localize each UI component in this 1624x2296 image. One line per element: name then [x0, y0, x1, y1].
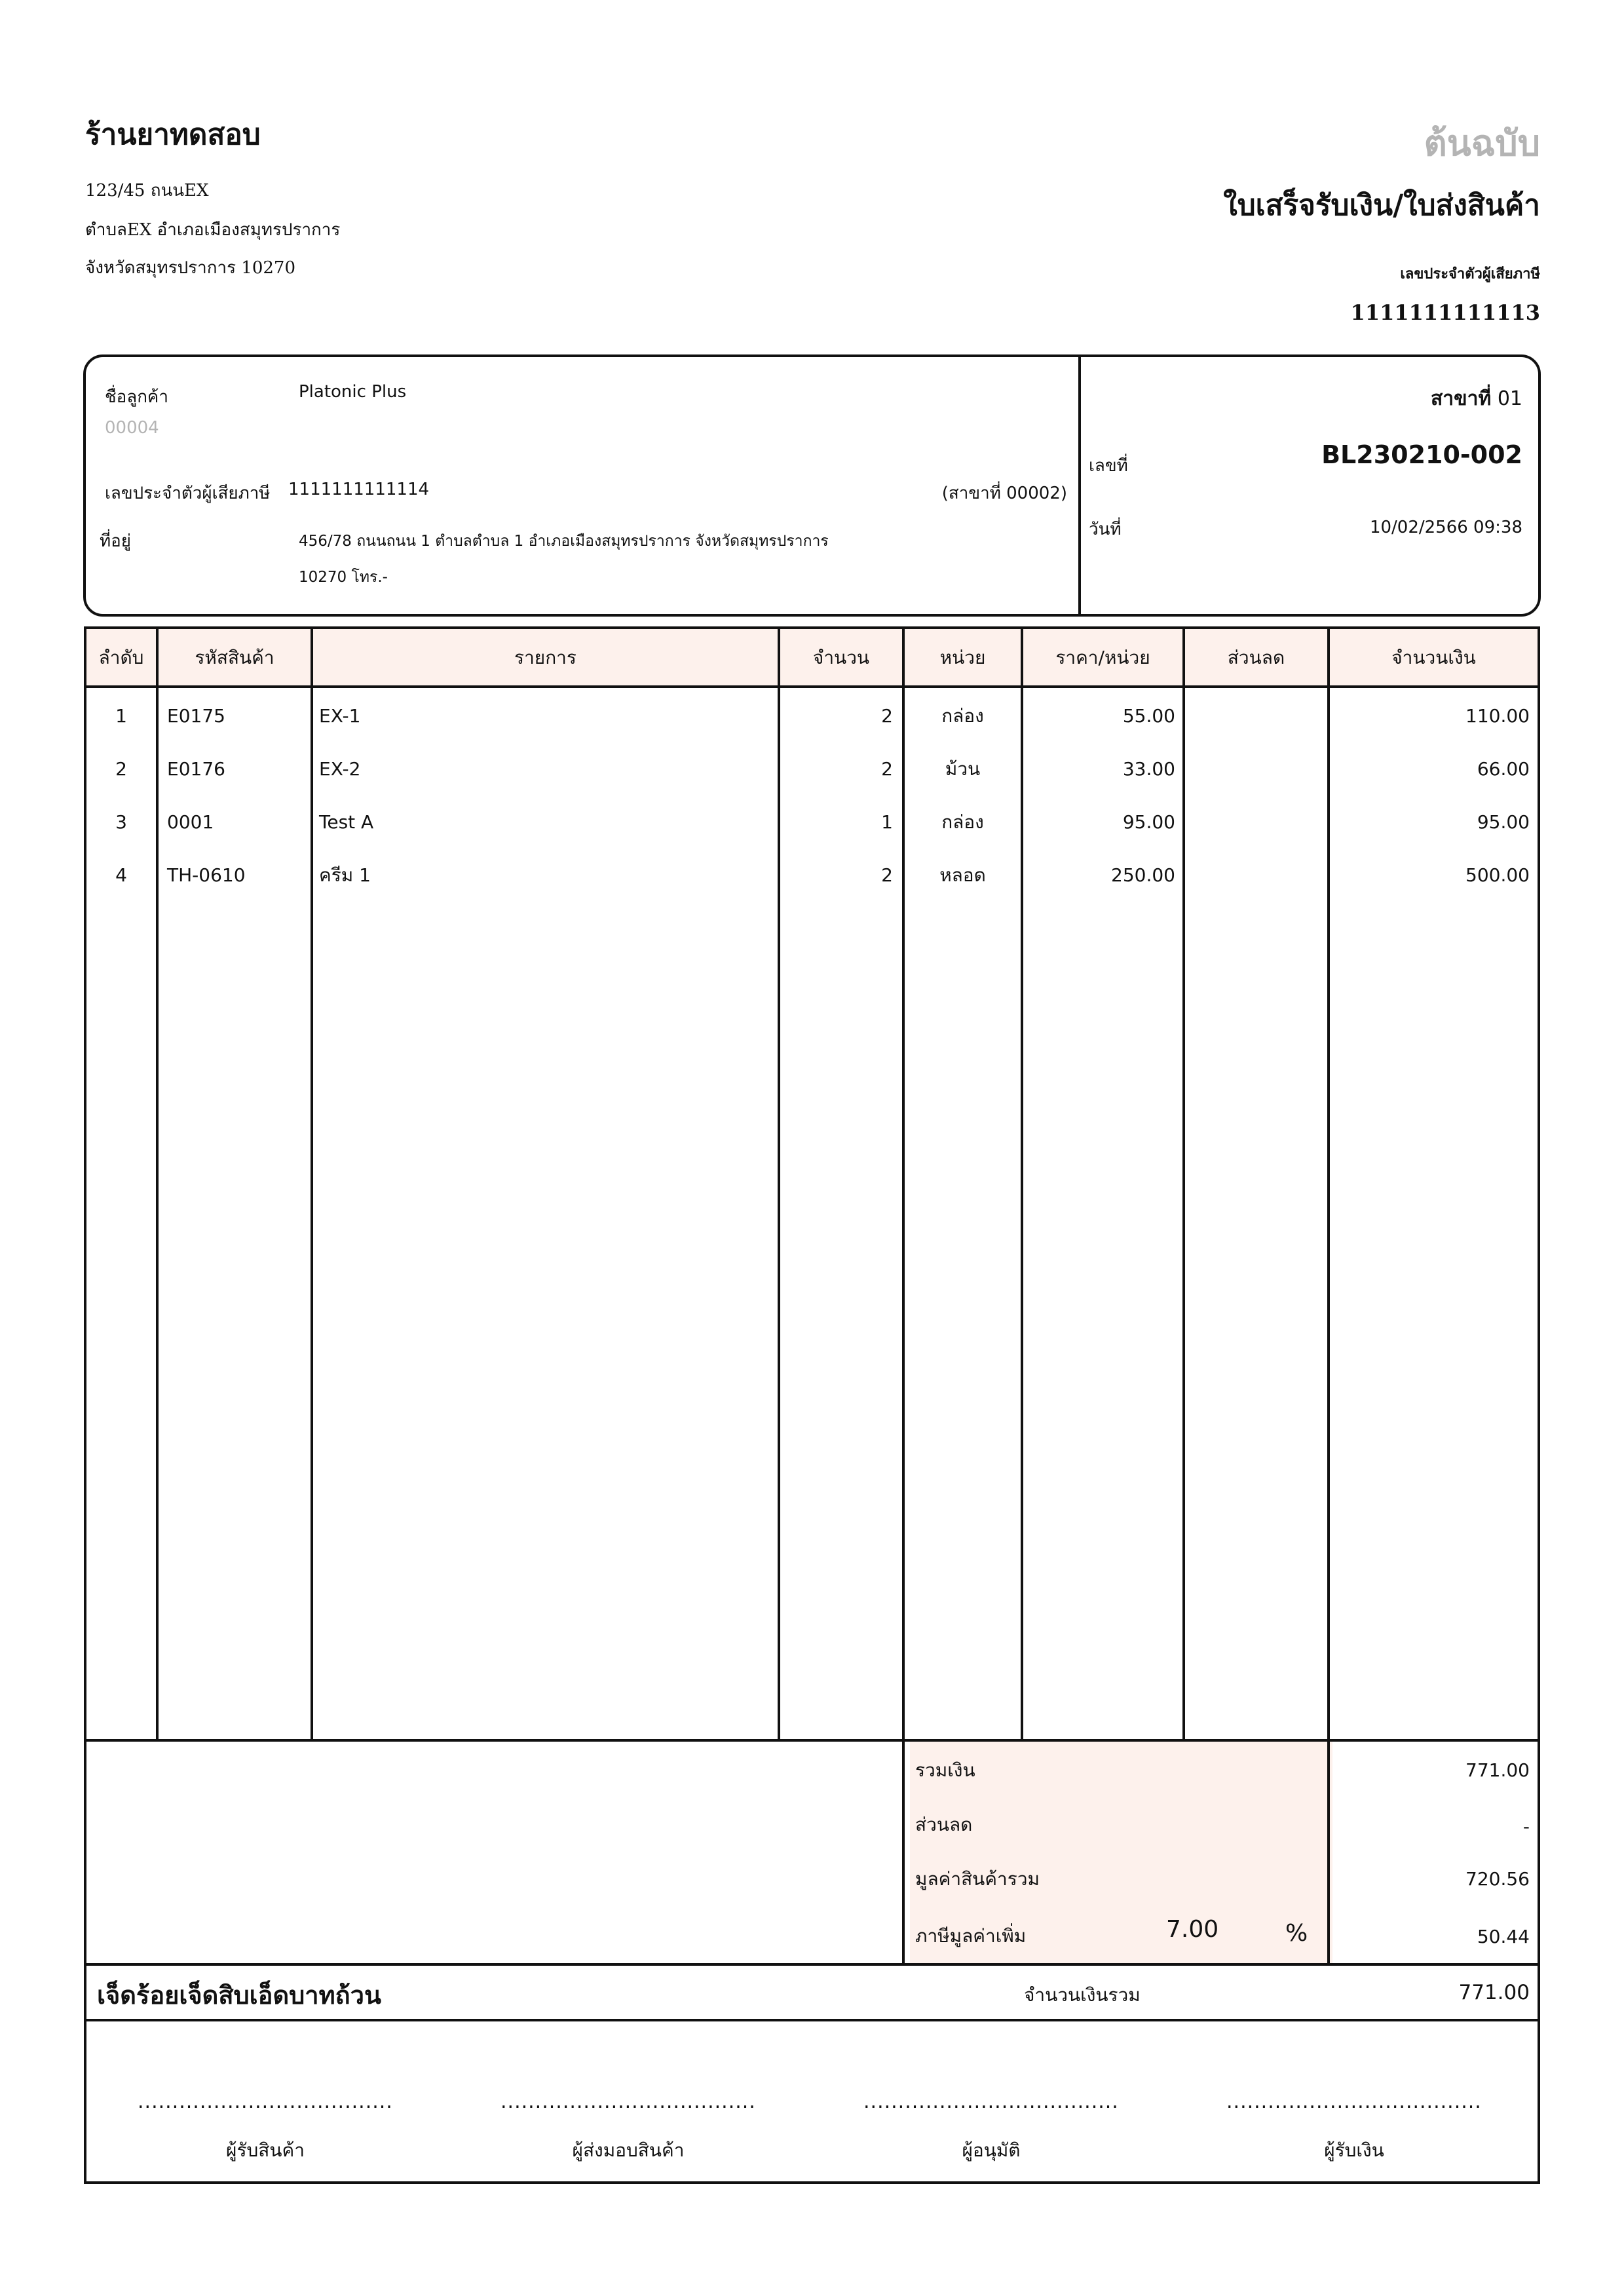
customer-address-line-1: 456/78 ถนนถนน 1 ตำบลตำบล 1 อำเภอเมืองสมุทรปราการ จังหวัดสมุทรปราการ — [299, 533, 829, 550]
customer-branch: (สาขาที่ 00002) — [941, 484, 1067, 503]
discount-label: ส่วนลด — [915, 1814, 973, 1835]
document-title: ใบเสร็จรับเงิน/ใบส่งสินค้า — [1223, 189, 1540, 222]
header-discount: ส่วนลด — [1227, 647, 1285, 668]
signature-label-payee: ผู้รับเงิน — [1324, 2139, 1384, 2161]
customer-tax-id: 1111111111114 — [288, 480, 430, 499]
row-unit: ม้วน — [945, 758, 981, 780]
doc-branch — [1431, 383, 1522, 414]
row-no: 3 — [115, 811, 127, 833]
row-discount — [1185, 862, 1319, 889]
row-amount: 110.00 — [1465, 705, 1530, 727]
shop-tax-id-label: เลขประจำตัวผู้เสียภาษี — [1400, 265, 1540, 282]
signature-line-receiver: ..................................... — [138, 2090, 393, 2113]
row-amount: 66.00 — [1477, 758, 1530, 780]
row-unit: กล่อง — [941, 811, 984, 833]
customer-box-divider — [1078, 354, 1081, 617]
doc-date-label: วันที่ — [1089, 520, 1122, 539]
net-value-label: มูลค่าสินค้ารวม — [915, 1868, 1040, 1890]
signature-line-approver: ..................................... — [863, 2090, 1119, 2113]
header-code: รหัสสินค้า — [195, 647, 274, 668]
vat-value: 50.44 — [1477, 1926, 1530, 1947]
row-item: Test A — [319, 811, 374, 833]
row-amount: 500.00 — [1465, 864, 1530, 886]
total-value: 771.00 — [1458, 1981, 1530, 2004]
signature-line-payee: ..................................... — [1226, 2090, 1482, 2113]
subtotal-value: 771.00 — [1465, 1759, 1530, 1781]
total-label: จำนวนเงินรวม — [1024, 1984, 1141, 2006]
summary-bottom-rule — [84, 1963, 1540, 1966]
discount-value: - — [1522, 1816, 1530, 1837]
row-discount — [1185, 756, 1319, 782]
shop-address-line-1: 123/45 ถนนEX — [85, 181, 209, 201]
signature-label-deliverer: ผู้ส่งมอบสินค้า — [572, 2139, 685, 2161]
row-item: EX-2 — [319, 758, 361, 780]
subtotal-label: รวมเงิน — [915, 1759, 975, 1781]
row-no: 1 — [115, 705, 127, 727]
signature-label-receiver: ผู้รับสินค้า — [226, 2139, 305, 2161]
items-bottom-rule — [84, 1739, 1540, 1742]
row-qty: 1 — [881, 811, 893, 833]
row-qty: 2 — [881, 705, 893, 727]
row-amount: 95.00 — [1477, 811, 1530, 833]
row-code: E0176 — [167, 758, 225, 780]
total-bottom-rule — [84, 2019, 1540, 2021]
row-item: ครีม 1 — [319, 864, 371, 886]
row-code: TH-0610 — [167, 864, 246, 886]
customer-address-line-2: 10270 โทร.- — [299, 569, 388, 586]
row-no: 2 — [115, 758, 127, 780]
row-price: 95.00 — [1122, 811, 1175, 833]
shop-address-line-3: จังหวัดสมุทรปราการ 10270 — [85, 258, 296, 278]
signature-label-approver: ผู้อนุมัติ — [962, 2139, 1021, 2161]
vat-label: ภาษีมูลค่าเพิ่ม — [915, 1925, 1027, 1947]
row-code: E0175 — [167, 705, 225, 727]
signature-line-deliverer: ..................................... — [500, 2090, 756, 2113]
header-item: รายการ — [514, 647, 576, 668]
vat-rate: 7.00 — [1166, 1916, 1219, 1943]
row-qty: 2 — [881, 864, 893, 886]
customer-name: Platonic Plus — [299, 382, 407, 402]
doc-number: BL230210-002 — [1321, 440, 1522, 469]
header-no: ลำดับ — [98, 647, 144, 668]
row-code: 0001 — [167, 811, 214, 833]
header-qty: จำนวน — [812, 647, 870, 668]
net-value: 720.56 — [1465, 1868, 1530, 1890]
doc-date: 10/02/2566 09:38 — [1369, 518, 1522, 537]
doc-branch-label: สาขาที่ — [1430, 387, 1492, 410]
row-item: EX-1 — [319, 705, 361, 727]
customer-address-label: ที่อยู่ — [100, 531, 131, 551]
row-price: 55.00 — [1122, 705, 1175, 727]
row-unit: กล่อง — [941, 705, 984, 727]
shop-address-line-2: ตำบลEX อำเภอเมืองสมุทรปราการ — [85, 220, 341, 240]
col-sep-6 — [1182, 626, 1185, 1742]
vat-percent-sign: % — [1285, 1920, 1308, 1947]
copy-label: ต้นฉบับ — [1424, 122, 1540, 164]
col-sep-5 — [1021, 626, 1023, 1742]
row-price: 250.00 — [1111, 864, 1175, 886]
row-no: 4 — [115, 864, 127, 886]
header-unit: หน่วย — [939, 647, 986, 668]
customer-code: 00004 — [105, 418, 159, 438]
customer-tax-id-label: เลขประจำตัวผู้เสียภาษี — [105, 484, 271, 503]
row-qty: 2 — [881, 758, 893, 780]
header-price: ราคา/หน่วย — [1055, 647, 1150, 668]
customer-name-label: ชื่อลูกค้า — [105, 387, 168, 407]
col-sep-3 — [778, 626, 780, 1742]
shop-name: ร้านยาทดสอบ — [85, 118, 261, 151]
col-sep-2 — [311, 626, 313, 1742]
header-amount: จำนวนเงิน — [1391, 647, 1476, 668]
items-table — [84, 626, 1540, 2184]
col-sep-1 — [156, 626, 159, 1742]
amount-in-words: เจ็ดร้อยเจ็ดสิบเอ็ดบาทถ้วน — [97, 1980, 381, 2010]
row-price: 33.00 — [1122, 758, 1175, 780]
doc-branch-value: 01 — [1497, 387, 1522, 410]
row-unit: หลอด — [939, 864, 986, 886]
shop-tax-id: 1111111111113 — [1350, 300, 1540, 325]
row-discount — [1185, 703, 1319, 729]
row-discount — [1185, 809, 1319, 835]
doc-number-label: เลขที่ — [1089, 456, 1128, 476]
